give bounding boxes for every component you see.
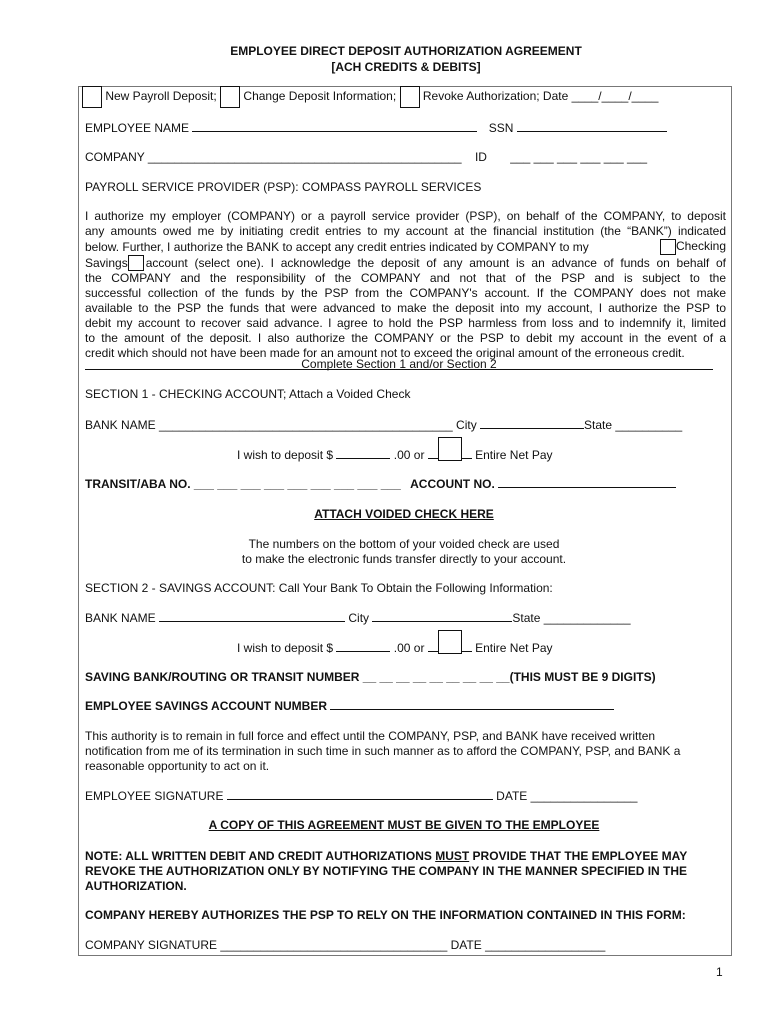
section1-entire-net-checkbox[interactable] bbox=[438, 437, 462, 461]
auth-line-4-text: account (select one). I acknowledge the deposit of any amount is an advance of funds on behalf of bbox=[145, 255, 726, 270]
auth-line-1: I authorize my employer (COMPANY) or a payroll service provider (PSP), on behalf of the COMPANY, to deposit bbox=[85, 209, 726, 223]
savings-account-label: EMPLOYEE SAVINGS ACCOUNT NUMBER bbox=[85, 699, 328, 713]
routing-note: (THIS MUST BE 9 DIGITS) bbox=[509, 670, 656, 684]
section1-deposit-line-b bbox=[462, 448, 472, 459]
company-label: COMPANY bbox=[85, 150, 145, 164]
note-line-1-c: PROVIDE THAT THE EMPLOYEE MAY bbox=[469, 849, 688, 863]
section2-city-field[interactable] bbox=[372, 611, 512, 622]
section1-deposit-prefix: I wish to deposit $ bbox=[237, 448, 334, 462]
section1-state-field[interactable]: __________ bbox=[615, 418, 683, 432]
auth-line-9: to the amount of the deposit. I also authorize the COMPANY or the PSP to debit my account in the event of a bbox=[85, 331, 726, 345]
id-label: ID bbox=[474, 150, 487, 164]
section1-bank-name-field[interactable]: ____________________________________________ bbox=[159, 418, 453, 432]
section2-entire-net-checkbox[interactable] bbox=[438, 630, 462, 654]
auth-line-10: credit which should not have been made for an amount not to exceed the original amount of the erroneous credit. bbox=[85, 346, 685, 360]
section2-heading: SECTION 2 - SAVINGS ACCOUNT: Call Your Bank To Obtain the Following Information: bbox=[85, 581, 553, 595]
section2-bank-name-field[interactable] bbox=[159, 611, 345, 622]
section2-city-label: City bbox=[348, 611, 370, 625]
complete-section-row bbox=[85, 358, 713, 372]
section2-deposit-line-b bbox=[462, 641, 472, 652]
employee-name-label: EMPLOYEE NAME bbox=[85, 121, 190, 135]
new-payroll-label: New Payroll Deposit; bbox=[105, 89, 217, 104]
auth-line-5: the COMPANY and the responsibility of the COMPANY and not that of the PSP and is subject to the bbox=[85, 271, 726, 285]
transit-field[interactable]: ___ ___ ___ ___ ___ ___ ___ ___ ___ bbox=[193, 477, 401, 491]
auth-line-8: debit my account to recover said advance. I agree to hold the PSP harmless from loss and to indemnify it, limited bbox=[85, 316, 726, 330]
company-signature-label: COMPANY SIGNATURE bbox=[85, 938, 218, 952]
note-line-1-a: NOTE: ALL WRITTEN DEBIT AND CREDIT AUTHORIZATIONS bbox=[85, 849, 436, 863]
section1-bank-row bbox=[85, 418, 682, 432]
section1-transit-row bbox=[85, 477, 676, 491]
section2-deposit-row bbox=[237, 630, 553, 658]
section2-entire-net-label: Entire Net Pay bbox=[475, 641, 553, 655]
revoke-label: Revoke Authorization; Date ____/____/____ bbox=[422, 89, 659, 104]
attach-note-line-2: to make the electronic funds transfer directly to your account. bbox=[241, 552, 567, 566]
account-no-label: ACCOUNT NO. bbox=[410, 477, 495, 491]
company-signature-field[interactable]: __________________________________ bbox=[220, 938, 448, 952]
employee-name-field[interactable] bbox=[192, 121, 477, 132]
section1-city-label: City bbox=[456, 418, 477, 432]
employee-date-field[interactable]: ________________ bbox=[530, 789, 638, 803]
company-field[interactable]: _______________________________________________ bbox=[147, 150, 462, 164]
section2-bank-name-label: BANK NAME bbox=[85, 611, 156, 625]
section1-deposit-amount[interactable] bbox=[336, 448, 390, 459]
section2-deposit-amount[interactable] bbox=[336, 641, 390, 652]
auth-line-7: available to the PSP the funds that were advanced to make the deposit into my account, I authorize the PSP to bbox=[85, 301, 726, 315]
company-authorizes-line: COMPANY HEREBY AUTHORIZES THE PSP TO RELY ON THE INFORMATION CONTAINED IN THIS FORM: bbox=[85, 908, 686, 922]
auth-line-3 bbox=[85, 239, 726, 255]
section2-state-label: State bbox=[512, 611, 541, 625]
section1-state-label: State bbox=[584, 418, 613, 432]
routing-field[interactable]: __ __ __ __ __ __ __ __ __ bbox=[362, 670, 510, 684]
psp-line: PAYROLL SERVICE PROVIDER (PSP): COMPASS PAYROLL SERVICES bbox=[85, 180, 482, 194]
document-title: EMPLOYEE DIRECT DEPOSIT AUTHORIZATION AGREEMENT bbox=[230, 44, 582, 58]
note-line-1 bbox=[85, 849, 687, 863]
change-deposit-checkbox[interactable] bbox=[220, 86, 240, 108]
section1-bank-name-label: BANK NAME bbox=[85, 418, 156, 432]
ssn-label: SSN bbox=[488, 121, 514, 135]
section1-deposit-line-a bbox=[428, 448, 438, 459]
company-date-label: DATE bbox=[450, 938, 482, 952]
new-payroll-checkbox[interactable] bbox=[82, 86, 102, 108]
employee-date-label: DATE bbox=[496, 789, 528, 803]
savings-account-field[interactable] bbox=[330, 699, 614, 710]
section1-deposit-row bbox=[237, 437, 553, 465]
section2-deposit-prefix: I wish to deposit $ bbox=[237, 641, 334, 655]
authorization-paragraph bbox=[85, 209, 726, 361]
ssn-field[interactable] bbox=[517, 121, 667, 132]
authority-line-3: reasonable opportunity to act on it. bbox=[85, 759, 270, 773]
employee-signature-label: EMPLOYEE SIGNATURE bbox=[85, 789, 224, 803]
auth-line-3-text: below. Further, I authorize the BANK to accept any credit entries indicated by COMPANY to my bbox=[85, 239, 589, 254]
complete-section-note: Complete Section 1 and/or Section 2 bbox=[301, 357, 497, 371]
section1-entire-net-label: Entire Net Pay bbox=[475, 448, 553, 462]
note-line-1-must: MUST bbox=[435, 849, 470, 863]
attach-note-line-1: The numbers on the bottom of your voided check are used bbox=[248, 537, 560, 551]
section2-deposit-mid: .00 or bbox=[393, 641, 425, 655]
section2-bank-row bbox=[85, 611, 631, 625]
auth-line-4 bbox=[85, 255, 726, 271]
top-options-row bbox=[82, 86, 658, 110]
savings-checkbox[interactable] bbox=[128, 255, 144, 271]
section1-deposit-mid: .00 or bbox=[393, 448, 425, 462]
copy-note: A COPY OF THIS AGREEMENT MUST BE GIVEN TO THE EMPLOYEE bbox=[208, 818, 600, 832]
page-number: 1 bbox=[716, 965, 723, 979]
company-date-field[interactable]: __________________ bbox=[485, 938, 606, 952]
note-line-2: REVOKE THE AUTHORIZATION ONLY BY NOTIFYING THE COMPANY IN THE MANNER SPECIFIED IN THE bbox=[85, 864, 688, 878]
employee-signature-field[interactable] bbox=[227, 789, 493, 800]
section2-state-field[interactable]: _____________ bbox=[543, 611, 631, 625]
account-no-field[interactable] bbox=[498, 477, 676, 488]
checking-label: Checking bbox=[675, 239, 726, 254]
section2-deposit-line-a bbox=[428, 641, 438, 652]
routing-row bbox=[85, 670, 656, 684]
revoke-checkbox[interactable] bbox=[400, 86, 420, 108]
section1-heading: SECTION 1 - CHECKING ACCOUNT; Attach a Voided Check bbox=[85, 387, 411, 401]
savings-label: Savings bbox=[85, 255, 128, 270]
attach-voided-check-heading: ATTACH VOIDED CHECK HERE bbox=[314, 507, 494, 521]
id-field[interactable]: ___ ___ ___ ___ ___ ___ bbox=[510, 150, 648, 164]
transit-label: TRANSIT/ABA NO. bbox=[85, 477, 191, 491]
note-line-3: AUTHORIZATION. bbox=[85, 879, 187, 893]
routing-label: SAVING BANK/ROUTING OR TRANSIT NUMBER bbox=[85, 670, 360, 684]
change-deposit-label: Change Deposit Information; bbox=[243, 89, 397, 104]
document-subtitle: [ACH CREDITS & DEBITS] bbox=[331, 60, 481, 74]
company-row bbox=[85, 150, 647, 164]
checking-checkbox[interactable] bbox=[660, 239, 676, 255]
employee-signature-row bbox=[85, 789, 637, 803]
auth-line-6: successful collection of the funds by the PSP from the COMPANY's account. If the COMPANY does not make bbox=[85, 286, 726, 300]
section1-city-field[interactable] bbox=[480, 418, 584, 429]
auth-line-2: any amounts owed me by initiating credit entries to my account at the financial institution (the “BANK”) indicated bbox=[85, 224, 726, 238]
authority-line-2: notification from me of its termination in such time in such manner as to afford the COMPANY, PSP, and BANK a bbox=[85, 744, 681, 758]
company-signature-row bbox=[85, 938, 605, 952]
savings-account-row bbox=[85, 699, 614, 713]
employee-name-row bbox=[85, 121, 667, 135]
authority-line-1: This authority is to remain in full force and effect until the COMPANY, PSP, and BANK have received written bbox=[85, 729, 656, 743]
